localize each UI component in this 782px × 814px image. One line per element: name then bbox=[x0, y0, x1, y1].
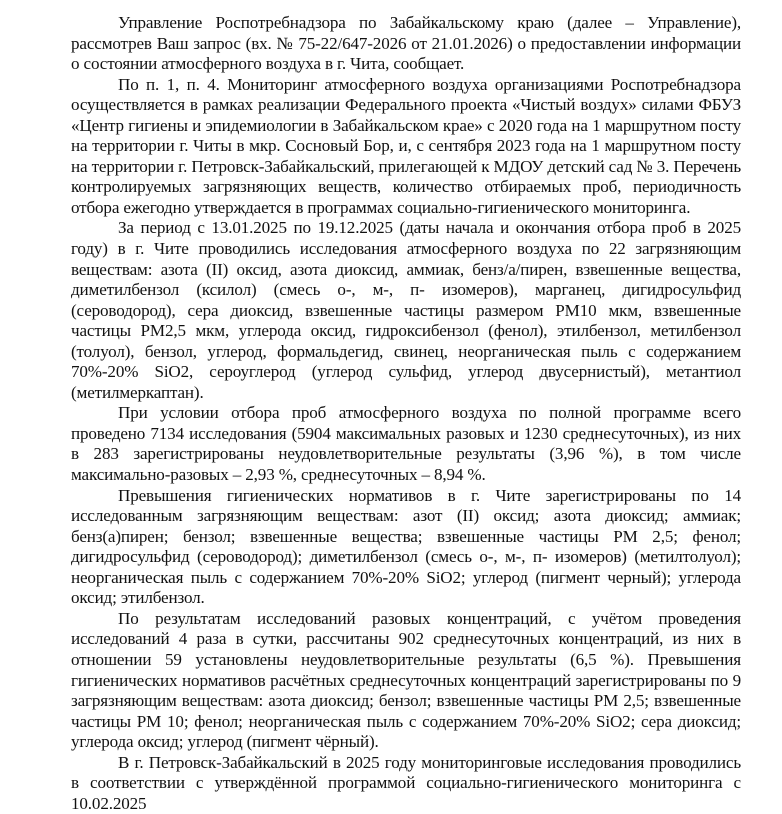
paragraph-daily-concentrations: По результатам исследований разовых концентраций, с учётом проведения исследований 4 раза в сутки, рассчитаны 902 среднесуточных концентраций, из них в отношении 59 установлены неудовлетворительные результаты (6,5 %). Превышения гигиенических нормативов расчётных среднесуточных концентраций зарегистрированы по 9 загрязняющим веществам: азота диоксид; бензол; взвешенные частицы PM 2,5; взвешенные частицы PM 10; фенол; неорганическая пыль с содержанием 70%-20% SiO2; сера диоксид; углерода оксид; углерод (пигмент чёрный). bbox=[71, 608, 741, 752]
paragraph-chita-exceedances: Превышения гигиенических нормативов в г. Чите зарегистрированы по 14 исследованным загрязняющим веществам: азот (II) оксид; азота диоксид; аммиак; бенз(а)пирен; бензол; взвешенные вещества; взвешенные частицы PM 2,5; фенол; дигидросульфид (сероводород); диметилбензол (смесь о-, м-, п- изомеров) (метилтолуол); неорганическая пыль с содержанием 70%-20% SiO2; углерод (пигмент черный); углерода оксид; этилбензол. bbox=[71, 485, 741, 608]
paragraph-monitoring-organization: По п. 1, п. 4. Мониторинг атмосферного воздуха организациями Роспотребнадзора осуществляется в рамках реализации Федерального проекта «Чистый воздух» силами ФБУЗ «Центр гигиены и эпидемиологии в Забайкальском крае» с 2020 года на 1 маршрутном посту на территории г. Читы в мкр. Сосновый Бор, и, с сентября 2023 года на 1 маршрутном посту на территории г. Петровск-Забайкальский, прилегающей к МДОУ детский сад № 3. Перечень контролируемых загрязняющих веществ, количество отбираемых проб, периодичность отбора ежегодно утверждается в программах социально-гигиенического мониторинга. bbox=[71, 74, 741, 217]
paragraph-chita-pollutants-list: За период с 13.01.2025 по 19.12.2025 (даты начала и окончания отбора проб в 2025 году) в г. Чите проводились исследования атмосферного воздуха по 22 загрязняющим веществам: азота (II) оксид, азота диоксид, аммиак, бенз/а/пирен, взвешенные вещества, диметилбензол (ксилол) (смесь о-, м-, п- изомеров), марганец, дигидросульфид (сероводород), сера диоксид, взвешенные частицы размером PM10 мкм, взвешенные частицы PM2,5 мкм, углерода оксид, гидроксибензол (фенол), этилбензол, метилбензол (толуол), бензол, углерод, формальдегид, свинец, неорганическая пыль с содержанием 70%-20% SiO2, сероуглерод (углерод сульфид, углерод двусернистый), метантиол (метилмеркаптан). bbox=[71, 218, 741, 402]
paragraph-intro: Управление Роспотребнадзора по Забайкальскому краю (далее – Управление), рассмотрев Ваш запрос (вх. № 75-22/647-2026 от 21.01.2026) о предоставлении информации о состоянии атмосферного воздуха в г. Чита, сообщает. bbox=[71, 13, 741, 74]
paragraph-petrovsk-zabaikalsky: В г. Петровск-Забайкальский в 2025 году мониторинговые исследования проводились в соответствии с утверждённой программой социально-гигиенического мониторинга с 10.02.2025 bbox=[71, 752, 741, 813]
document-page bbox=[71, 13, 741, 814]
paragraph-research-totals: При условии отбора проб атмосферного воздуха по полной программе всего проведено 7134 исследования (5904 максимальных разовых и 1230 среднесуточных), из них в 283 зарегистрированы неудовлетворительные результаты (3,96 %), в том числе максимально-разовых – 2,93 %, среднесуточных – 8,94 %. bbox=[71, 403, 741, 485]
